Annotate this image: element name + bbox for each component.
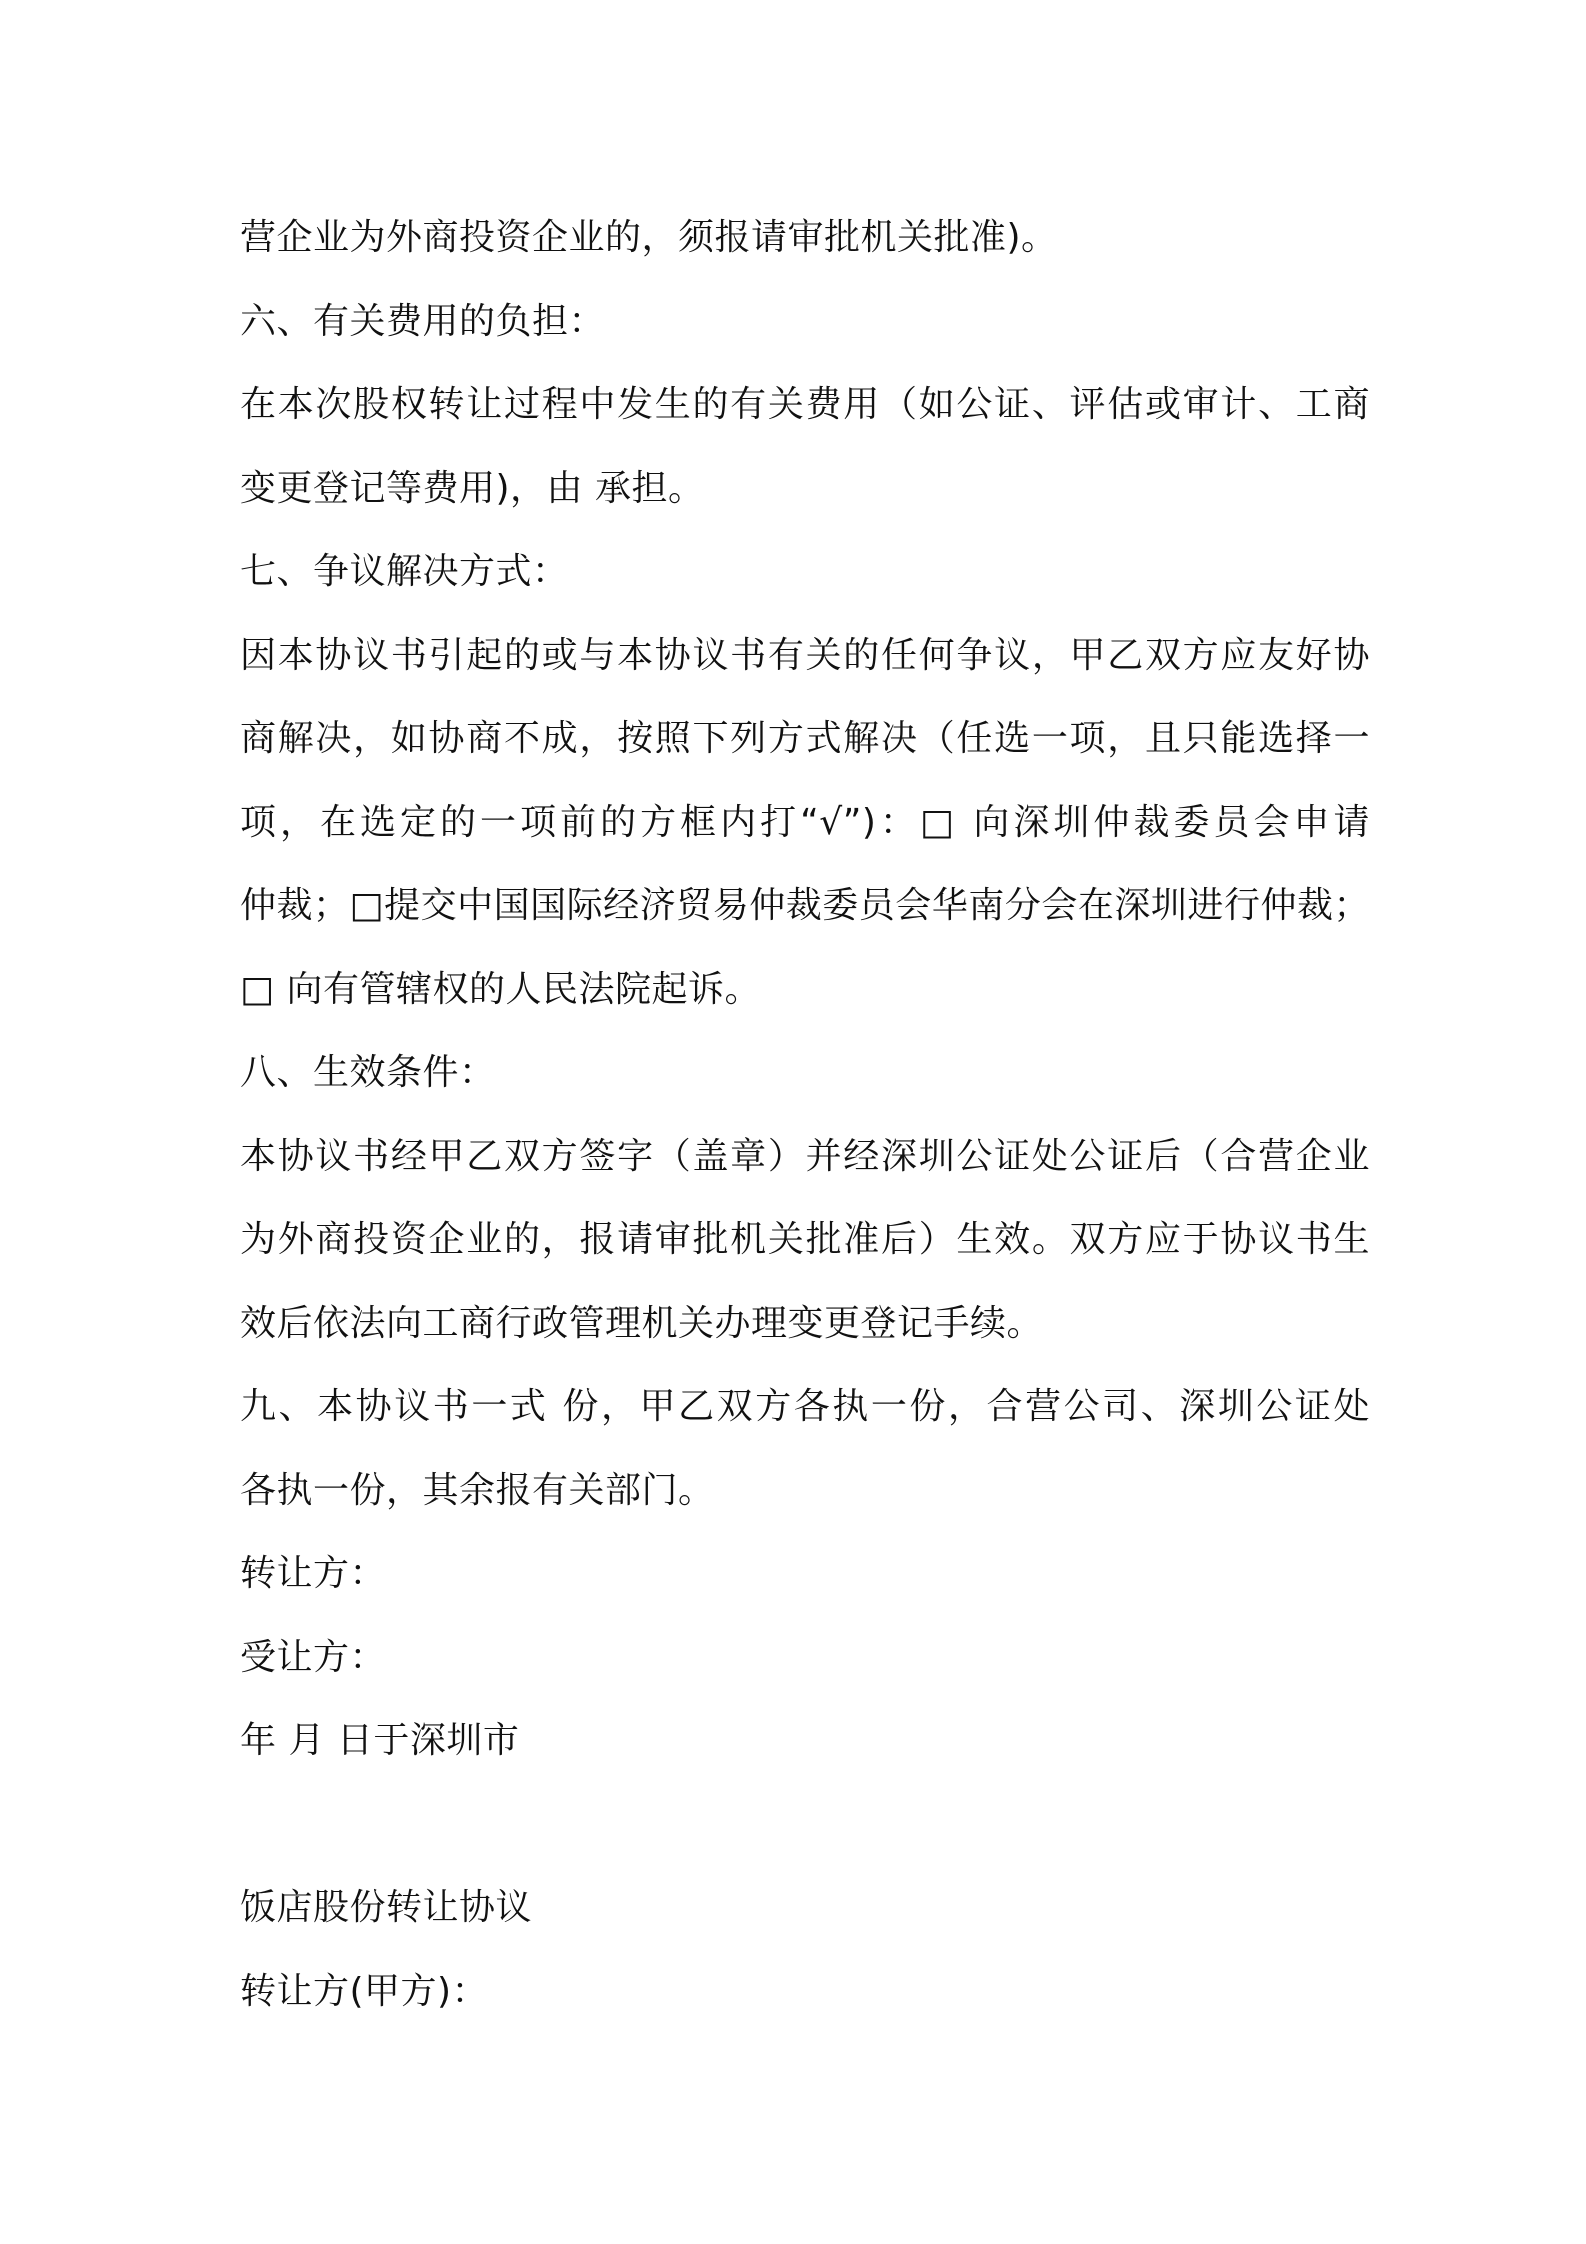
section-heading-fees: 六、有关费用的负担： xyxy=(240,300,606,342)
blank-gap xyxy=(240,1783,1370,1867)
document-title: 饭店股份转让协议 xyxy=(240,1887,533,1928)
clause-text-line: 因本协议书引起的或与本协议书有关的任何争议，甲乙双方应友好协 xyxy=(240,634,1370,676)
signature-transferor-label: 转让方： xyxy=(240,1553,387,1594)
clause-text-line: 变更登记等费用)，由 承担。 xyxy=(240,467,705,509)
clause-text-line: 项，在选定的一项前的方框内打“√”)：□ 向深圳仲裁委员会申请 xyxy=(240,801,1370,843)
clause-text-line: 为外商投资企业的，报请审批机关批准后）生效。双方应于协议书生 xyxy=(240,1219,1370,1260)
clause-text-line: 在本次股权转让过程中发生的有关费用（如公证、评估或审计、工商 xyxy=(240,384,1370,425)
clause-text-line: 本协议书经甲乙双方签字（盖章）并经深圳公证处公证后（合营企业 xyxy=(240,1135,1370,1177)
document-body xyxy=(240,196,1370,2033)
section-heading-copies: 九、本协议书一式 份，甲乙双方各执一份，合营公司、深圳公证处 xyxy=(240,1386,1370,1427)
clause-text-line: 各执一份，其余报有关部门。 xyxy=(240,1469,715,1511)
clause-text-line: 商解决，如协商不成，按照下列方式解决（任选一项，且只能选择一 xyxy=(240,718,1370,759)
clause-text-line: 效后依法向工商行政管理机关办理变更登记手续。 xyxy=(240,1302,1044,1344)
clause-text-line: □ 向有管辖权的人民法院起诉。 xyxy=(240,968,761,1010)
signature-transferee-label: 受让方： xyxy=(240,1636,387,1678)
clause-text-line: 营企业为外商投资企业的，须报请审批机关批准)。 xyxy=(240,217,1058,258)
section-heading-effective: 八、生效条件： xyxy=(240,1052,496,1093)
party-a-label: 转让方(甲方)： xyxy=(240,1970,489,2012)
section-heading-dispute: 七、争议解决方式： xyxy=(240,551,569,592)
clause-text-line: 仲裁；□提交中国国际经济贸易仲裁委员会华南分会在深圳进行仲裁； xyxy=(240,885,1370,926)
date-place-line: 年 月 日于深圳市 xyxy=(240,1720,520,1761)
